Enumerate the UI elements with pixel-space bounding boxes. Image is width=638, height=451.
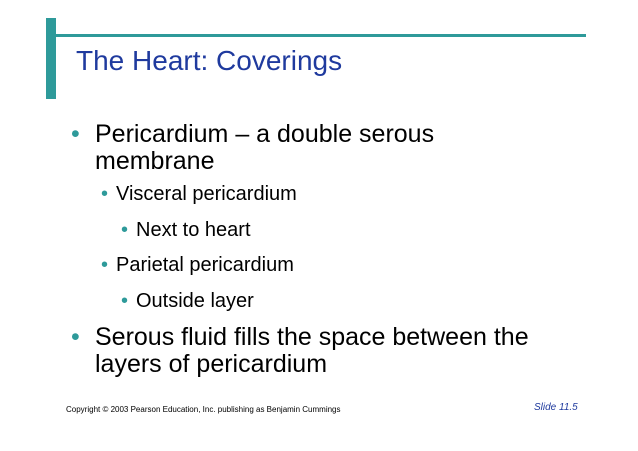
bullet-serous-fluid (71, 323, 529, 378)
bullet-dot-icon: • (101, 183, 109, 205)
bullet-outside-layer (121, 289, 254, 313)
bullet-text-line: membrane (95, 147, 215, 175)
bullet-parietal-pericardium (101, 253, 294, 277)
bullet-dot-icon: • (121, 290, 129, 312)
bullet-dot-icon: • (101, 254, 109, 276)
title-accent-bar (46, 18, 56, 99)
bullet-text-line: Pericardium – a double serous (95, 120, 435, 148)
bullet-dot-icon: • (121, 219, 129, 241)
bullet-visceral-pericardium (101, 182, 297, 206)
bullet-text: Visceral pericardium (116, 183, 297, 205)
bullet-text: Parietal pericardium (116, 254, 294, 276)
slide-title: The Heart: Coverings (76, 45, 343, 76)
title-rule-line (46, 34, 586, 37)
bullet-pericardium (71, 120, 435, 175)
bullet-text-line: Serous fluid fills the space between the (95, 323, 529, 351)
bullet-next-to-heart (121, 218, 251, 242)
bullet-dot-icon: • (71, 323, 80, 351)
bullet-text: Next to heart (136, 219, 251, 241)
bullet-dot-icon: • (71, 120, 80, 148)
copyright-footer: Copyright © 2003 Pearson Education, Inc. publishing as Benjamin Cummings (66, 405, 341, 414)
bullet-text: Outside layer (136, 290, 254, 312)
slide-number: Slide 11.5 (534, 402, 578, 413)
bullet-text-line: layers of pericardium (95, 350, 328, 378)
